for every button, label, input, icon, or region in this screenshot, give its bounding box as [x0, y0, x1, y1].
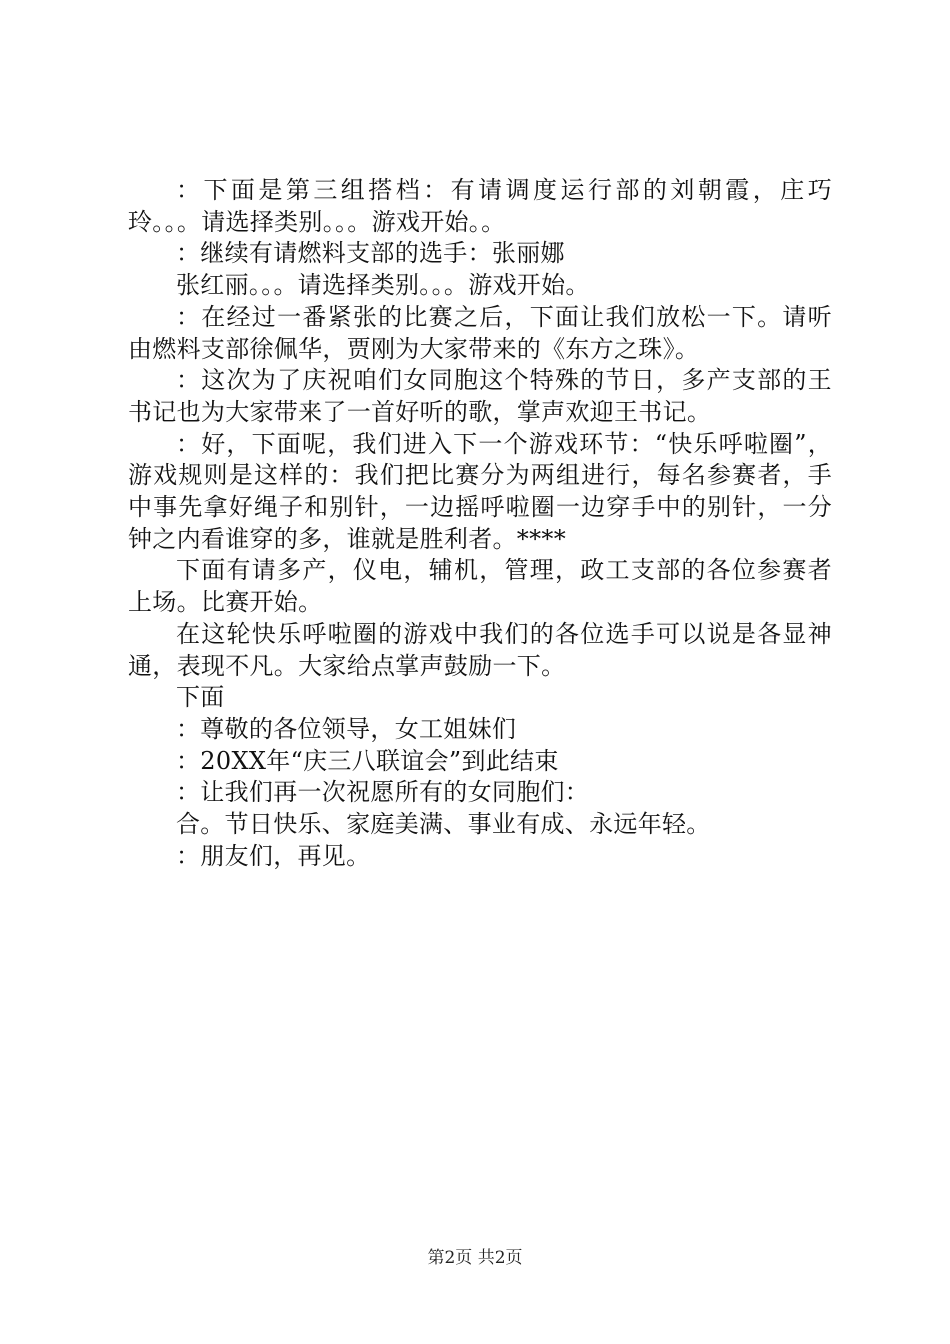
- paragraph: ：20XX年“庆三八联谊会”到此结束: [176, 746, 559, 775]
- paragraph: 下面有请多产，仪电，辅机，管理，政工支部的各位参赛者上场。比赛开始。: [128, 556, 832, 617]
- paragraph: ：让我们再一次祝愿所有的女同胞们：: [176, 778, 590, 807]
- paragraph: ：朋友们，再见。: [176, 841, 371, 870]
- paragraph: 在这轮快乐呼啦圈的游戏中我们的各位选手可以说是各显神通，表现不凡。大家给点掌声鼓励一下。: [128, 619, 832, 680]
- paragraph: ：在经过一番紧张的比赛之后，下面让我们放松一下。请听由燃料支部徐佩华，贾刚为大家带来的《东方之珠》。: [128, 302, 832, 363]
- page-number-footer: 第2页 共2页: [427, 1248, 523, 1268]
- paragraph: ：好，下面呢，我们进入下一个游戏环节：“快乐呼啦圈”，游戏规则是这样的：我们把比赛分为两组进行，每名参赛者，手中事先拿好绳子和别针，一边摇呼啦圈一边穿手中的别针，一分钟之内看谁穿的多，谁就是胜利者。****: [128, 429, 832, 553]
- paragraph: 张红丽。。。请选择类别。。。游戏开始。: [176, 271, 590, 300]
- document-body: [128, 175, 832, 872]
- paragraph: ：这次为了庆祝咱们女同胞这个特殊的节日，多产支部的王书记也为大家带来了一首好听的歌，掌声欢迎王书记。: [128, 366, 832, 426]
- paragraph: ：下面是第三组搭档：有请调度运行部的刘朝霞，庄巧玲。。。请选择类别。。。游戏开始。。: [128, 176, 832, 236]
- paragraph: 下面: [176, 683, 225, 712]
- paragraph: ：尊敬的各位领导，女工姐妹们: [176, 714, 517, 743]
- paragraph: 合。节日快乐、家庭美满、事业有成、永远年轻。: [176, 810, 711, 839]
- paragraph: ：继续有请燃料支部的选手：张丽娜: [176, 239, 565, 268]
